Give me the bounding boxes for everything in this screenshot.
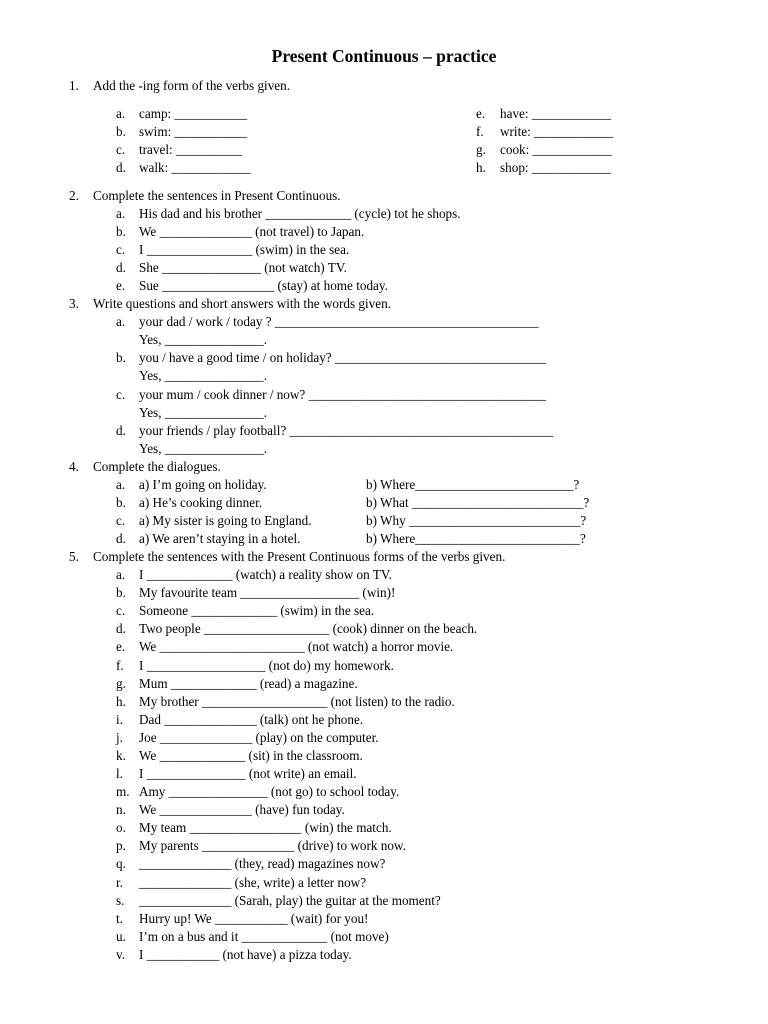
exercise-number: 5. <box>69 549 79 564</box>
answer-text: Yes, _______________. <box>139 368 267 383</box>
item-text: cook: ____________ <box>500 142 612 157</box>
item-label: b. <box>116 224 126 239</box>
item-label: r. <box>116 875 123 890</box>
exercise-number: 1. <box>69 78 79 93</box>
item-label: a. <box>116 206 126 221</box>
item-text: shop: ____________ <box>500 160 611 175</box>
item-text: have: ____________ <box>500 106 611 121</box>
item-label: g. <box>476 142 486 157</box>
item-text: Two people ___________________ (cook) dinner on the beach. <box>139 621 478 636</box>
item-label: c. <box>116 242 126 257</box>
answer-text: Yes, _______________. <box>139 332 267 347</box>
item-label: u. <box>116 929 126 944</box>
item-label: a. <box>116 477 126 492</box>
item-text: I ________________ (swim) in the sea. <box>139 242 350 257</box>
item-text: We ______________ (not travel) to Japan. <box>139 224 365 239</box>
item-text: We _____________ (sit) in the classroom. <box>139 748 363 763</box>
item-label: a. <box>116 567 126 582</box>
item-label: n. <box>116 802 126 817</box>
item-label: c. <box>116 513 126 528</box>
instruction-text: Write questions and short answers with the words given. <box>93 296 391 311</box>
item-text: His dad and his brother _____________ (cycle) tot he shops. <box>139 206 461 221</box>
item-label: d. <box>116 160 126 175</box>
item-label: e. <box>116 278 126 293</box>
item-text: My team _________________ (win) the match. <box>139 820 392 835</box>
exercise-number: 2. <box>69 188 79 203</box>
item-label: o. <box>116 820 126 835</box>
dialogue-b: b) Why __________________________? <box>366 513 587 528</box>
item-label: b. <box>116 585 126 600</box>
item-label: v. <box>116 947 126 962</box>
item-label: i. <box>116 712 123 727</box>
instruction-text: Complete the sentences in Present Continuous. <box>93 188 341 203</box>
item-text: My favourite team __________________ (win)! <box>139 585 396 600</box>
dialogue-b: b) What __________________________? <box>366 495 590 510</box>
item-label: f. <box>116 658 124 673</box>
exercise-number: 3. <box>69 296 79 311</box>
item-label: p. <box>116 838 126 853</box>
item-text: My brother ___________________ (not listen) to the radio. <box>139 694 455 709</box>
item-label: l. <box>116 766 123 781</box>
item-label: d. <box>116 531 126 546</box>
answer-text: Yes, _______________. <box>139 405 267 420</box>
item-label: m. <box>116 784 130 799</box>
item-text: Someone _____________ (swim) in the sea. <box>139 603 375 618</box>
dialogue-a: a) I’m going on holiday. <box>139 477 267 492</box>
item-text: swim: ___________ <box>139 124 248 139</box>
item-text: I _____________ (watch) a reality show on TV. <box>139 567 392 582</box>
item-label: c. <box>116 603 126 618</box>
item-text: your dad / work / today ? ________________________________________ <box>139 314 539 329</box>
item-label: c. <box>116 387 126 402</box>
dialogue-b: b) Where________________________? <box>366 477 580 492</box>
item-label: b. <box>116 350 126 365</box>
exercise-number: 4. <box>69 459 79 474</box>
instruction-text: Complete the sentences with the Present Continuous forms of the verbs given. <box>93 549 506 564</box>
item-text: I ___________ (not have) a pizza today. <box>139 947 352 962</box>
item-label: d. <box>116 260 126 275</box>
item-label: h. <box>116 694 126 709</box>
item-label: h. <box>476 160 486 175</box>
item-text: I’m on a bus and it _____________ (not move) <box>139 929 389 944</box>
item-text: walk: ____________ <box>139 160 251 175</box>
item-text: ______________ (she, write) a letter now? <box>139 875 367 890</box>
item-label: t. <box>116 911 123 926</box>
item-label: e. <box>116 639 126 654</box>
item-text: Hurry up! We ___________ (wait) for you! <box>139 911 369 926</box>
item-label: d. <box>116 423 126 438</box>
item-label: g. <box>116 676 126 691</box>
page-title: Present Continuous – practice <box>271 46 497 66</box>
item-text: Dad ______________ (talk) ont he phone. <box>139 712 364 727</box>
instruction-text: Add the -ing form of the verbs given. <box>93 78 291 93</box>
item-text: camp: ___________ <box>139 106 248 121</box>
item-label: b. <box>116 124 126 139</box>
item-text: She _______________ (not watch) TV. <box>139 260 347 275</box>
item-label: a. <box>116 314 126 329</box>
dialogue-a: a) My sister is going to England. <box>139 513 312 528</box>
item-text: My parents ______________ (drive) to work now. <box>139 838 406 853</box>
item-label: b. <box>116 495 126 510</box>
item-text: your mum / cook dinner / now? ____________________________________ <box>139 387 546 402</box>
item-label: f. <box>476 124 484 139</box>
item-text: you / have a good time / on holiday? ________________________________ <box>139 350 546 365</box>
item-label: d. <box>116 621 126 636</box>
instruction-text: Complete the dialogues. <box>93 459 221 474</box>
item-text: I _______________ (not write) an email. <box>139 766 357 781</box>
item-text: Mum _____________ (read) a magazine. <box>139 676 358 691</box>
item-label: a. <box>116 106 126 121</box>
answer-text: Yes, _______________. <box>139 441 267 456</box>
item-label: k. <box>116 748 126 763</box>
item-text: Joe ______________ (play) on the computer. <box>139 730 379 745</box>
item-text: Sue _________________ (stay) at home today. <box>139 278 388 293</box>
item-label: e. <box>476 106 486 121</box>
item-text: ______________ (they, read) magazines now? <box>139 856 386 871</box>
item-text: Amy _______________ (not go) to school today. <box>139 784 400 799</box>
item-label: j. <box>116 730 123 745</box>
item-label: q. <box>116 856 126 871</box>
dialogue-b: b) Where_________________________? <box>366 531 586 546</box>
item-text: ______________ (Sarah, play) the guitar at the moment? <box>139 893 441 908</box>
item-text: I __________________ (not do) my homework. <box>139 658 394 673</box>
item-label: s. <box>116 893 125 908</box>
item-text: We ______________ (have) fun today. <box>139 802 345 817</box>
dialogue-a: a) We aren’t staying in a hotel. <box>139 531 301 546</box>
dialogue-a: a) He’s cooking dinner. <box>139 495 263 510</box>
item-text: travel: __________ <box>139 142 242 157</box>
item-text: We ______________________ (not watch) a horror movie. <box>139 639 454 654</box>
item-label: c. <box>116 142 126 157</box>
item-text: write: ____________ <box>500 124 614 139</box>
item-text: your friends / play football? ________________________________________ <box>139 423 554 438</box>
